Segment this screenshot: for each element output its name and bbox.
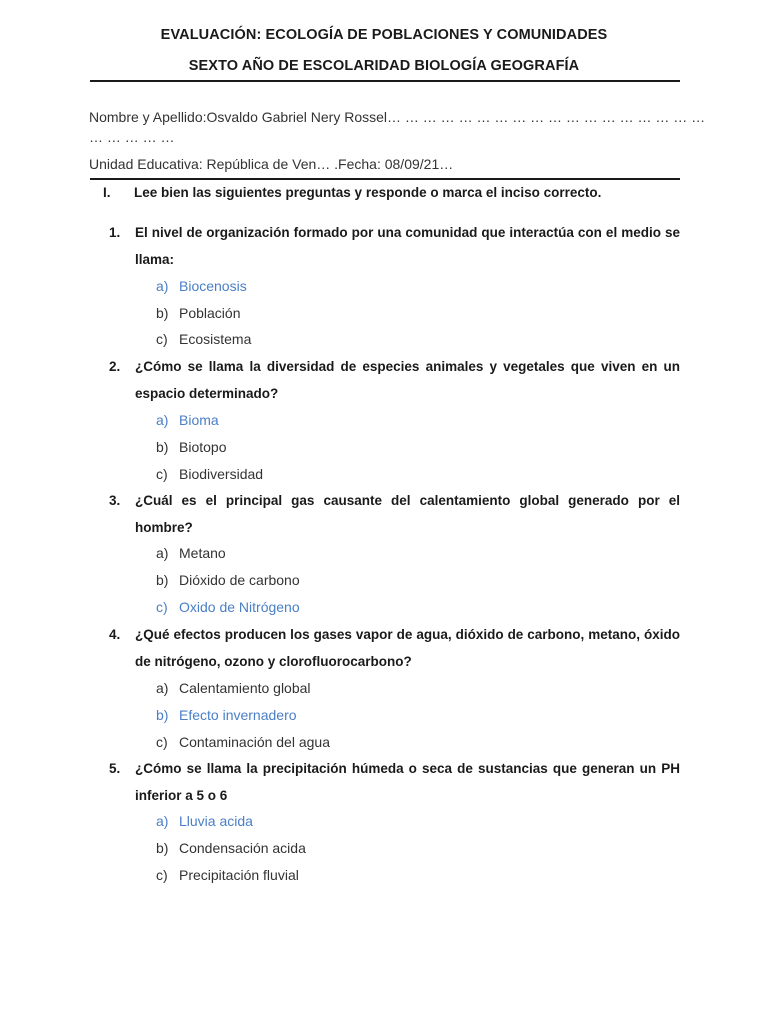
option-text: Bioma [179,412,219,428]
option-text: Calentamiento global [179,680,311,696]
option-text: Efecto invernadero [179,707,297,723]
answer-option[interactable] [156,572,300,588]
student-info-divider [90,178,680,180]
question-number: 3. [109,493,121,508]
question-number: 5. [109,761,121,776]
school-date-field: Unidad Educativa: República de Ven… .Fecha: 08/09/21… [89,156,454,172]
instructions-number: I. [103,185,111,200]
answer-option[interactable] [156,840,306,856]
option-letter: a) [156,278,169,294]
answer-option[interactable] [156,466,263,482]
option-text: Lluvia acida [179,813,253,829]
option-letter: a) [156,412,169,428]
question-number: 1. [109,225,121,240]
option-letter: a) [156,680,169,696]
answer-option-marked[interactable] [156,599,300,615]
answer-option[interactable] [156,867,299,883]
answer-option[interactable] [156,545,226,561]
document-subtitle: SEXTO AÑO DE ESCOLARIDAD BIOLOGÍA GEOGRAFÍA [188,58,580,74]
option-letter: a) [156,813,169,829]
option-text: Metano [179,545,226,561]
answer-option[interactable] [156,734,330,750]
option-text: Oxido de Nitrógeno [179,599,300,615]
option-text: Precipitación fluvial [179,867,299,883]
document-title: EVALUACIÓN: ECOLOGÍA DE POBLACIONES Y COMUNIDADES [160,27,608,43]
option-text: Biotopo [179,439,227,455]
option-text: Población [179,305,241,321]
answer-option[interactable] [156,439,226,455]
answer-option-marked[interactable] [156,412,219,428]
option-letter: b) [156,305,169,321]
option-letter: a) [156,545,169,561]
question-text: ¿Cómo se llama la precipitación húmeda o seca de sustancias que generan un PH inferior a 5 o 6 [135,761,680,803]
question-text: ¿Cómo se llama la diversidad de especies animales y vegetales que viven en un espacio determinado? [135,359,680,401]
answer-option-marked[interactable] [156,278,247,294]
option-text: Condensación acida [179,840,306,856]
option-letter: c) [156,331,168,347]
option-letter: c) [156,734,168,750]
answer-option[interactable] [156,331,251,347]
answer-option[interactable] [156,680,311,696]
option-letter: b) [156,707,169,723]
option-text: Ecosistema [179,331,252,347]
answer-option[interactable] [156,305,241,321]
instructions-text: Lee bien las siguientes preguntas y responde o marca el inciso correcto. [134,185,602,200]
option-letter: c) [156,599,168,615]
option-text: Biocenosis [179,278,247,294]
option-text: Dióxido de carbono [179,572,300,588]
answer-option-marked[interactable] [156,707,297,723]
option-letter: c) [156,867,168,883]
student-name-line: Nombre y Apellido:Osvaldo Gabriel Nery Rossel… … … … … … … … … … … … … … … … … … [89,109,706,125]
question-text: El nivel de organización formado por una comunidad que interactúa con el medio se llama: [135,225,680,267]
question-text: ¿Cuál es el principal gas causante del calentamiento global generado por el hombre? [135,493,680,535]
option-letter: b) [156,840,169,856]
option-letter: b) [156,439,169,455]
student-name-field [89,107,706,147]
question-text: ¿Qué efectos producen los gases vapor de agua, dióxido de carbono, metano, óxido de nitrógeno, ozono y clorofluorocarbono? [135,627,680,669]
option-letter: b) [156,572,169,588]
question-number: 2. [109,359,121,374]
header-divider [90,80,680,82]
option-text: Contaminación del agua [179,734,330,750]
option-text: Biodiversidad [179,466,264,482]
question-number: 4. [109,627,121,642]
answer-option-marked[interactable] [156,813,253,829]
student-name-line-continuation: … … … … … [89,129,175,145]
option-letter: c) [156,466,168,482]
